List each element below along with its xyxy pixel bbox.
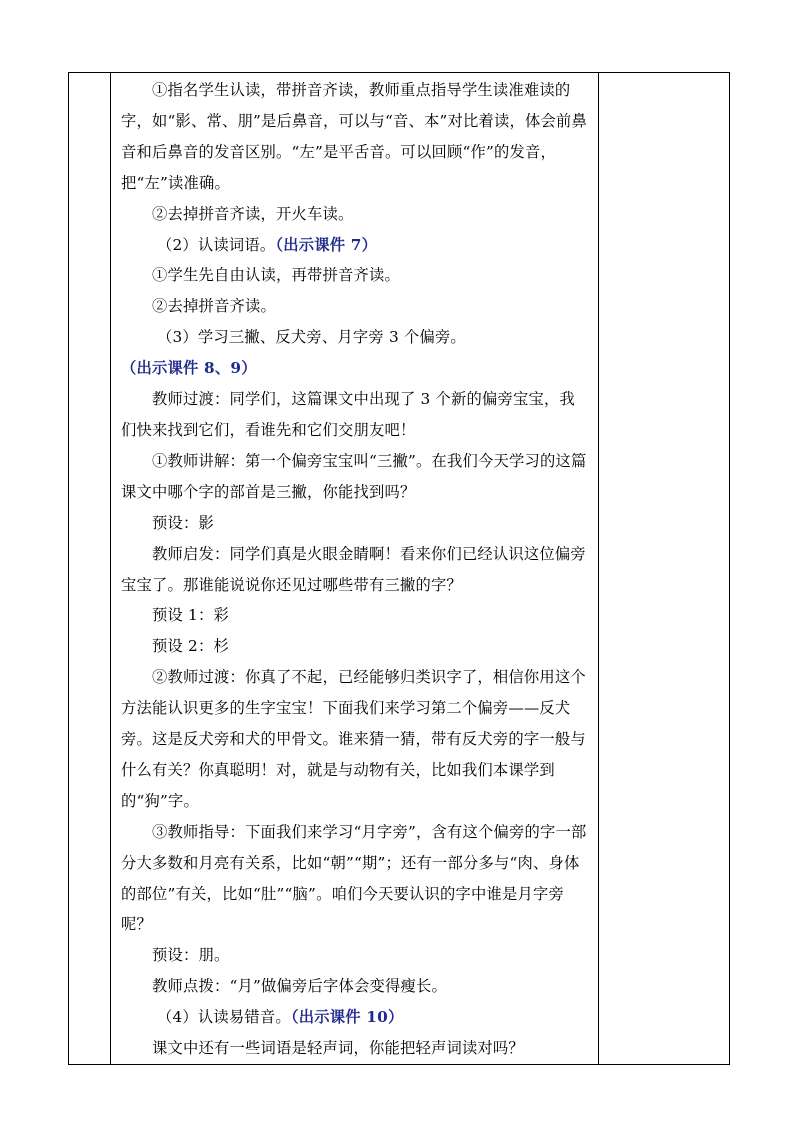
left-column-cell [69,73,111,1065]
content-column-cell [111,73,599,1065]
paragraph: ①指名学生认读，带拼音齐读，教师重点指导学生读准难读的字，如“影、常、朋”是后鼻音，可以与“音、本”对比着读，体会前鼻音和后鼻音的发音区别。“左”是平舌音。可以回顾“作”的发音，把“左”读准确。 [121,81,587,192]
paragraph: （2）认读词语。（出示课件 7） [157,235,378,254]
paragraph: 预设 2：杉 [152,637,229,656]
lesson-table [68,72,730,1065]
paragraph: ①教师讲解：第一个偏旁宝宝叫“三撇”。在我们今天学习的这篇课文中哪个字的部首是三撇，你能找到吗？ [121,451,587,501]
paragraph: ①学生先自由认读，再带拼音齐读。 [152,266,400,285]
courseware-reference: （出示课件 10） [290,1008,404,1027]
courseware-reference: （出示课件 8、9） [121,359,257,378]
paragraph: （3）学习三撇、反犬旁、月字旁 3 个偏旁。（出示课件 8、9） [121,328,466,378]
courseware-reference: （出示课件 7） [275,235,378,254]
lesson-content [111,73,598,1064]
paragraph: 课文中还有一些词语是轻声词，你能把轻声词读对吗？ [152,1039,524,1058]
paragraph: ②去掉拼音齐读。 [152,297,276,316]
paragraph: 预设：朋。 [152,946,230,965]
paragraph: 预设：影 [152,513,214,532]
paragraph: （4）认读易错音。（出示课件 10） [157,1008,404,1027]
paragraph: 教师启发：同学们真是火眼金睛啊！看来你们已经认识这位偏旁宝宝了。那谁能说说你还见过哪些带有三撇的字？ [121,544,586,594]
paragraph: 教师过渡：同学们，这篇课文中出现了 3 个新的偏旁宝宝，我们快来找到它们，看谁先和它们交朋友吧！ [121,390,575,439]
paragraph: ③教师指导：下面我们来学习“月字旁”，含有这个偏旁的字一部分大多数和月亮有关系，比如“朝”“期”；还有一部分多与“肉、身体的部位”有关，比如“肚”“脑”。咱们今天要认识的字中谁是月字旁呢？ [121,822,587,934]
table-row [69,73,730,1065]
paragraph: ②教师过渡：你真了不起，已经能够归类识字了，相信你用这个方法能认识更多的生字宝宝！下面我们来学习第二个偏旁——反犬旁。这是反犬旁和犬的甲骨文。谁来猜一猜，带有反犬旁的字一般与什么有关？你真聪明！对，就是与动物有关，比如我们本课学到的“狗”字。 [121,668,586,810]
paragraph: 教师点拨：“月”做偏旁后字体会变得瘦长。 [152,977,447,996]
right-column-cell [599,73,730,1065]
paragraph: 预设 1：彩 [152,606,229,625]
paragraph: ②去掉拼音齐读，开火车读。 [152,204,354,223]
